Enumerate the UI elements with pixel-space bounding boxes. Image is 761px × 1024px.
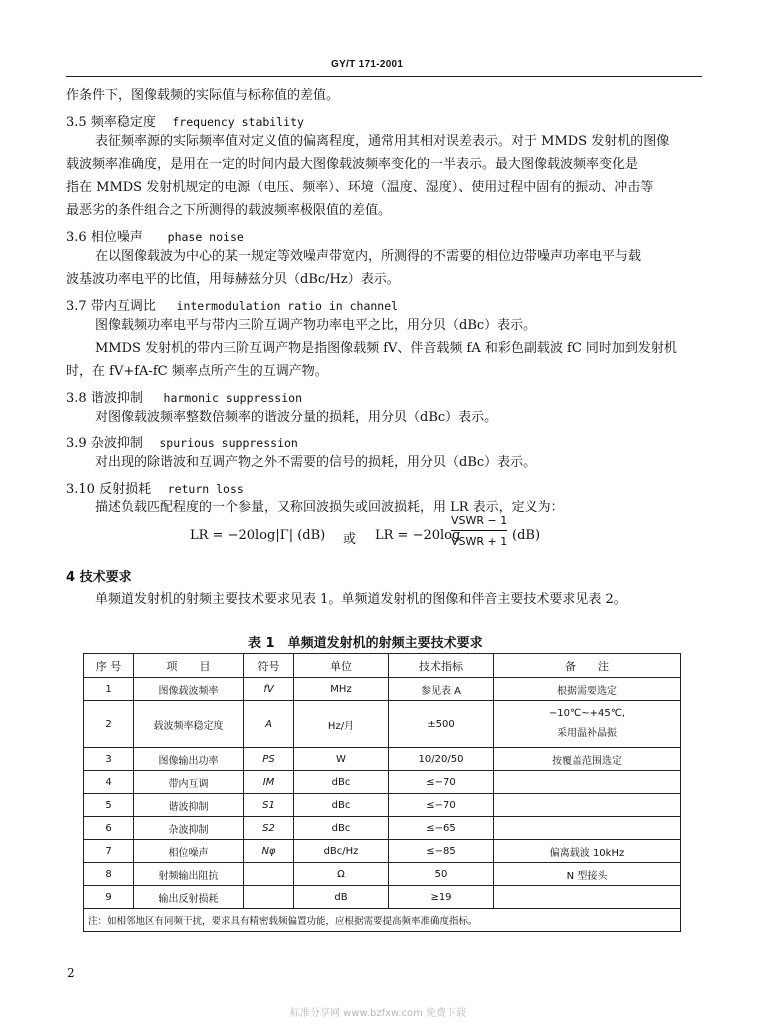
table-cell: ≥19 <box>389 886 494 909</box>
table-row <box>84 748 681 771</box>
table-cell: 图像载波频率 <box>134 678 244 701</box>
table-cell <box>494 886 681 909</box>
standard-number: GY/T 171-2001 <box>331 59 404 70</box>
section-3-5-heading: 3.5 频率稳定度 frequency stability <box>66 115 304 130</box>
formula-unit: (dB) <box>512 528 541 543</box>
table-cell: Hz/月 <box>294 701 389 748</box>
formula-denominator: VSWR + 1 <box>451 535 508 548</box>
column-header: 单位 <box>294 654 389 678</box>
table-cell: 谐波抑制 <box>134 794 244 817</box>
section-3-10-heading: 3.10 反射损耗 return loss <box>66 482 244 497</box>
table-cell: fV <box>244 678 294 701</box>
paragraph-line: 图像载频功率电平与带内三阶互调产物功率电平之比，用分贝（dBc）表示。 <box>95 318 537 333</box>
paragraph-line: 在以图像载波为中心的某一规定等效噪声带宽内，所测得的不需要的相位边带噪声功率电平与载 <box>95 249 642 264</box>
section-4-heading: 4 技术要求 <box>66 570 132 585</box>
paragraph-line: 最恶劣的条件组合之下所测得的载波频率极限值的差值。 <box>66 203 392 218</box>
table-cell: dBc <box>294 794 389 817</box>
table-cell: ≤−85 <box>389 840 494 863</box>
table-row <box>84 886 681 909</box>
watermark: 标准分享网 www.bzfxw.com 免费下载 <box>290 1008 466 1019</box>
paragraph-line: 对出现的除谐波和互调产物之外不需要的信号的损耗，用分贝（dBc）表示。 <box>95 455 537 470</box>
table-cell: 相位噪声 <box>134 840 244 863</box>
table-cell: A <box>244 701 294 748</box>
table-cell <box>494 771 681 794</box>
formula-left: LR = −20log|Γ| (dB) <box>190 528 326 543</box>
table-cell: 载波频率稳定度 <box>134 701 244 748</box>
table-cell: ≤−70 <box>389 771 494 794</box>
paragraph-line: 对图像载波频率整数倍频率的谐波分量的损耗，用分贝（dBc）表示。 <box>95 410 498 425</box>
header-rule <box>66 76 702 77</box>
paragraph-line: MMDS 发射机的带内三阶互调产物是指图像载频 fV、伴音载频 fA 和彩色副载波 fC 同时加到发射机 <box>95 341 677 356</box>
table-cell: 1 <box>84 678 134 701</box>
table-cell: W <box>294 748 389 771</box>
section-3-9-heading: 3.9 杂波抑制 spurious suppression <box>66 436 298 451</box>
table-cell: N 型接头 <box>494 863 681 886</box>
table-cell: Ω <box>294 863 389 886</box>
table-row <box>84 794 681 817</box>
paragraph-line: 作条件下，图像载频的实际值与标称值的差值。 <box>66 88 340 103</box>
table-1 <box>83 653 681 932</box>
table-cell: ≤−65 <box>389 817 494 840</box>
table-row <box>84 701 681 748</box>
column-header: 项 目 <box>134 654 244 678</box>
table-cell: 参见表 A <box>389 678 494 701</box>
table-cell: PS <box>244 748 294 771</box>
table-row <box>84 771 681 794</box>
table-cell: 50 <box>389 863 494 886</box>
paragraph-line: 描述负载匹配程度的一个参量，又称回波损失或回波损耗，用 LR 表示，定义为： <box>95 500 564 515</box>
table-cell: 5 <box>84 794 134 817</box>
table-header-row <box>84 654 681 678</box>
table-row <box>84 863 681 886</box>
table-row <box>84 817 681 840</box>
table-cell: dBc <box>294 817 389 840</box>
table-cell: S1 <box>244 794 294 817</box>
table-cell <box>244 863 294 886</box>
paragraph-line: 单频道发射机的射频主要技术要求见表 1。单频道发射机的图像和伴音主要技术要求见表 2。 <box>95 592 627 607</box>
table-cell: −10℃~+45℃, 采用温补晶振 <box>494 701 681 748</box>
page-number: 2 <box>67 966 75 980</box>
paragraph-line: 时，在 fV+fA-fC 频率点所产生的互调产物。 <box>66 364 328 379</box>
formula-numerator: VSWR − 1 <box>451 514 508 527</box>
table-cell: 8 <box>84 863 134 886</box>
table-row <box>84 678 681 701</box>
column-header: 技术指标 <box>389 654 494 678</box>
table-cell <box>494 794 681 817</box>
paragraph-line: 表征频率源的实际频率值对定义值的偏离程度，通常用其相对误差表示。对于 MMDS 发射机的图像 <box>95 134 670 149</box>
table-cell: 4 <box>84 771 134 794</box>
table-cell: 3 <box>84 748 134 771</box>
table-cell: dB <box>294 886 389 909</box>
formula-right-lhs: LR = −20log <box>375 528 461 543</box>
table-note-row <box>84 909 681 932</box>
table-cell: Nφ <box>244 840 294 863</box>
table-cell: dBc <box>294 771 389 794</box>
formula-or: 或 <box>343 532 357 547</box>
section-3-8-heading: 3.8 谐波抑制 harmonic suppression <box>66 391 302 406</box>
section-3-7-heading: 3.7 带内互调比 intermodulation ratio in channel <box>66 299 399 314</box>
table-cell <box>244 886 294 909</box>
table-cell: IM <box>244 771 294 794</box>
paragraph-line: 载波频率准确度，是用在一定的时间内最大图像载波频率变化的一半表示。最大图像载波频率变化是 <box>66 157 639 172</box>
table-cell: dBc/Hz <box>294 840 389 863</box>
table-cell: 10/20/50 <box>389 748 494 771</box>
table-cell: 杂波抑制 <box>134 817 244 840</box>
section-3-6-heading: 3.6 相位噪声 phase noise <box>66 230 244 245</box>
column-header: 序 号 <box>84 654 134 678</box>
table-row <box>84 840 681 863</box>
table-cell: 输出反射损耗 <box>134 886 244 909</box>
table-cell: 2 <box>84 701 134 748</box>
table-cell: 偏离载波 10kHz <box>494 840 681 863</box>
table-cell: ≤−70 <box>389 794 494 817</box>
table-cell: 根据需要选定 <box>494 678 681 701</box>
table-note: 注：如相邻地区有同频干扰，要求具有精密载频偏置功能，应根据需要提高频率准确度指标。 <box>84 909 681 932</box>
column-header: 符号 <box>244 654 294 678</box>
paragraph-line: 指在 MMDS 发射机规定的电源（电压、频率）、环境（温度、湿度）、使用过程中固有的振动、冲击等 <box>66 180 654 195</box>
table-cell: 9 <box>84 886 134 909</box>
table-cell: 带内互调 <box>134 771 244 794</box>
table-cell: 图像输出功率 <box>134 748 244 771</box>
column-header: 备 注 <box>494 654 681 678</box>
table-cell: 6 <box>84 817 134 840</box>
table-cell: 按覆盖范围选定 <box>494 748 681 771</box>
table-cell <box>494 817 681 840</box>
table-cell: MHz <box>294 678 389 701</box>
fraction-bar <box>451 530 507 531</box>
table-cell: 7 <box>84 840 134 863</box>
paragraph-line: 波基波功率电平的比值，用每赫兹分贝（dBc/Hz）表示。 <box>66 272 400 287</box>
table-cell: 射频输出阻抗 <box>134 863 244 886</box>
table-cell: S2 <box>244 817 294 840</box>
table-caption: 表 1 单频道发射机的射频主要技术要求 <box>248 636 483 651</box>
table-cell: ±500 <box>389 701 494 748</box>
